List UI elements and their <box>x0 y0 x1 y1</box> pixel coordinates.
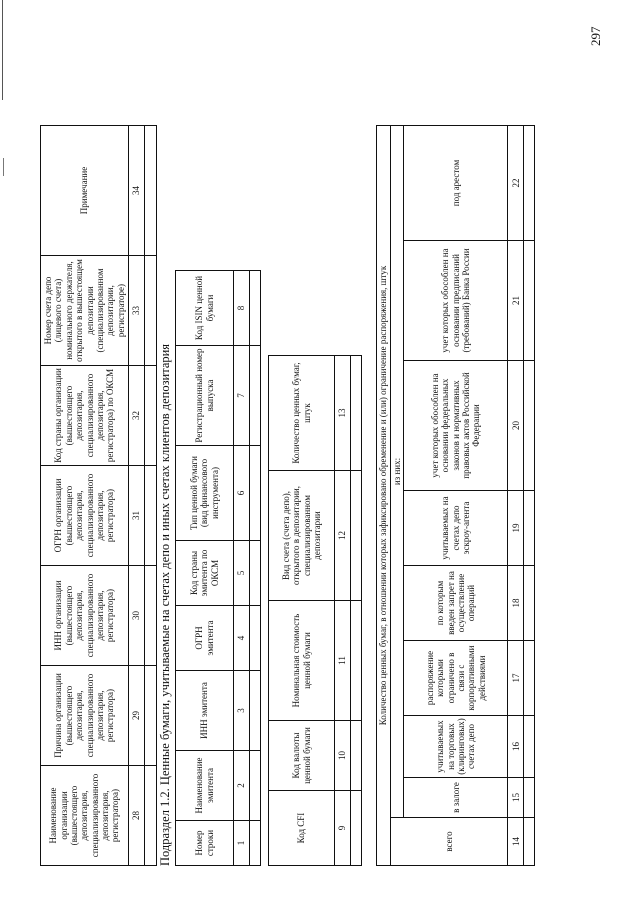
column-number: 5 <box>234 541 250 606</box>
header-bank-of-russia-segregation: учет которых обособлен на основании предписаний (требований) Банка России <box>404 241 508 361</box>
table-empty-row <box>145 126 157 866</box>
rotated-document-content <box>40 26 560 866</box>
column-number: 21 <box>508 241 524 361</box>
column-number: 1 <box>234 821 250 866</box>
column-number: 6 <box>234 446 250 541</box>
subsection-title: Подраздел 1.2. Ценные бумаги, учитываемые на счетах депо и иных счетах клиентов депозитария <box>158 343 172 866</box>
header-note: Примечание <box>41 126 129 256</box>
column-number: 11 <box>335 601 351 721</box>
page-number: 297 <box>588 26 603 46</box>
table-number-row <box>508 126 524 866</box>
header-arrest: под арестом <box>404 126 508 241</box>
header-total: всего <box>391 818 508 866</box>
header-org-inn: ИНН организации (вышестоящего депозитария, специализированного депозитария, регистратора) <box>41 566 129 666</box>
table-subheader-row <box>391 126 404 866</box>
table-empty-row <box>250 271 261 866</box>
header-org-reason: Причина организации (вышестоящего депозитария, специализированного депозитария, регистратора) <box>41 666 129 766</box>
column-number: 17 <box>508 641 524 716</box>
column-number: 8 <box>234 271 250 346</box>
header-org-country: Код страны организации (вышестоящего депозитария, специализированного депозитария, регистратора) по ОКСМ <box>41 366 129 466</box>
column-number: 31 <box>129 466 145 566</box>
header-operations-ban: по которым введен запрет на осуществление операций <box>404 566 508 641</box>
header-account-type: Вид счета (счета депо), открытого в депозитарии, специализированном депозитарии <box>269 471 335 601</box>
header-issuer-country: Код страны эмитента по ОКСМ <box>176 541 234 606</box>
column-number: 19 <box>508 491 524 566</box>
column-number: 12 <box>335 471 351 601</box>
header-securities-quantity: Количество ценных бумаг, штук <box>269 356 335 471</box>
column-number: 7 <box>234 346 250 446</box>
table-number-row <box>335 356 351 866</box>
table-header-row <box>41 126 129 866</box>
column-number: 3 <box>234 671 250 751</box>
header-corporate-actions: распоряжение которыми ограничено в связи с корпоративными действиями <box>404 641 508 716</box>
header-registration-number: Регистрационный номер выпуска <box>176 346 234 446</box>
table-header-row <box>176 271 234 866</box>
header-org-name: Наименование организации (вышестоящего депозитария, специализированного депозитария, регистратора) <box>41 766 129 866</box>
header-org-ogrn: ОГРН организации (вышестоящего депозитария, специализированного депозитария, регистратора) <box>41 466 129 566</box>
column-number: 9 <box>335 791 351 866</box>
header-issuer-ogrn: ОГРН эмитента <box>176 606 234 671</box>
header-currency-code: Код валюты ценной бумаги <box>269 721 335 791</box>
header-issuer-name: Наименование эмитента <box>176 751 234 821</box>
table-encumbrance-quantities <box>376 125 535 866</box>
header-security-type: Тип ценной бумаги (вид финансового инструмента) <box>176 446 234 541</box>
header-encumbrance-quantity: Количество ценных бумаг, в отношении которых зафиксировано обременение и (или) ограничение распоряжения, штук <box>377 126 391 866</box>
column-number: 28 <box>129 766 145 866</box>
column-number: 13 <box>335 356 351 471</box>
table-subheader-row <box>404 126 508 866</box>
header-federal-law-segregation: учет которых обособлен на основании федеральных законов и нормативных правовых актов Российской Федерации <box>404 361 508 491</box>
column-number: 15 <box>508 778 524 818</box>
header-nominal-value: Номинальная стоимость ценной бумаги <box>269 601 335 721</box>
column-number: 33 <box>129 256 145 366</box>
table-number-row <box>234 271 250 866</box>
column-number: 32 <box>129 366 145 466</box>
header-nominee-account: Номер счета депо (лицевого счета) номинального держателя, открытого в вышестоящем депозитарии (специализированном депозитарии, регистраторе) <box>41 256 129 366</box>
scan-edge-line <box>2 0 3 100</box>
header-cfi-code: Код CFI <box>269 791 335 866</box>
header-trading-accounts: учитываемых на торговых (клиринговых) счетах депо <box>404 716 508 778</box>
column-number: 2 <box>234 751 250 821</box>
header-escrow-accounts: учитываемых на счетах депо эскроу-агента <box>404 491 508 566</box>
column-number: 29 <box>129 666 145 766</box>
column-number: 34 <box>129 126 145 256</box>
column-number: 10 <box>335 721 351 791</box>
header-row-number: Номер строки <box>176 821 234 866</box>
column-number: 18 <box>508 566 524 641</box>
column-number: 30 <box>129 566 145 666</box>
column-number: 16 <box>508 716 524 778</box>
table-securities-issuer <box>175 270 261 866</box>
table-empty-row <box>524 126 535 866</box>
header-of-which: из них: <box>391 126 404 818</box>
table-header-row <box>269 356 335 866</box>
header-pledge: в залоге <box>404 778 508 818</box>
table-header-row <box>377 126 391 866</box>
header-isin: Код ISIN ценной бумаги <box>176 271 234 346</box>
column-number: 4 <box>234 606 250 671</box>
header-issuer-inn: ИНН эмитента <box>176 671 234 751</box>
table-number-row <box>129 126 145 866</box>
column-number: 14 <box>508 818 524 866</box>
scan-edge-mark <box>3 158 4 176</box>
table-securities-codes <box>268 355 362 866</box>
table-organization-details <box>40 125 157 866</box>
table-empty-row <box>351 356 362 866</box>
column-number: 22 <box>508 126 524 241</box>
column-number: 20 <box>508 361 524 491</box>
